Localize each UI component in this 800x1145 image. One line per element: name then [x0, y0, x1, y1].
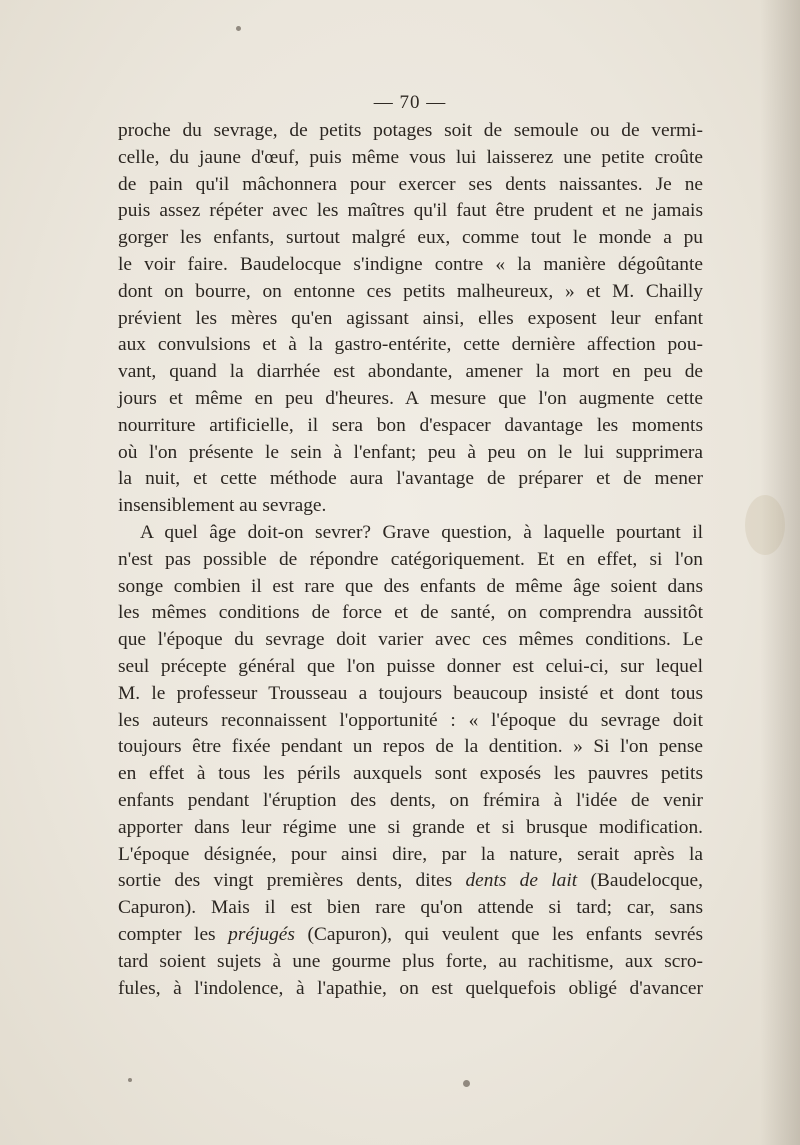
text-line: M. le professeur Trousseau a toujours beaucoup insisté et dont tous	[118, 682, 703, 704]
text-line: en effet à tous les périls auxquels sont exposés les pauvres petits	[118, 763, 703, 785]
italic-term: préjugés	[228, 923, 295, 945]
text-line: L'époque désignée, pour ainsi dire, par la nature, serait après la	[118, 843, 703, 865]
text-line: insensiblement au sevrage.	[118, 495, 327, 517]
text-line: apporter dans leur régime une si grande et si brusque modification.	[118, 816, 703, 838]
text-line-with-italic	[118, 922, 703, 949]
text-line: seul précepte général que l'on puisse donner est celui-ci, sur lequel	[118, 655, 703, 677]
text-segment: (Baudelocque,	[590, 870, 703, 892]
page-edge-shadow	[760, 0, 800, 1145]
text-line: la nuit, et cette méthode aura l'avantage de préparer et de mener	[118, 468, 703, 490]
ink-speck	[463, 1080, 470, 1087]
text-segment: compter les	[118, 923, 216, 945]
text-line: de pain qu'il mâchonnera pour exercer ses dents naissantes. Je ne	[118, 173, 703, 195]
text-line: fules, à l'indolence, à l'apathie, on est quelquefois obligé d'avancer	[118, 977, 703, 999]
ink-speck	[236, 26, 241, 31]
text-line: jours et même en peu d'heures. A mesure que l'on augmente cette	[118, 387, 703, 409]
text-line: n'est pas possible de répondre catégoriquement. Et en effet, si l'on	[118, 548, 703, 570]
text-line: songe combien il est rare que des enfants de même âge soient dans	[118, 575, 703, 597]
text-line: Capuron). Mais il est bien rare qu'on attende si tard; car, sans	[118, 897, 703, 919]
text-line: enfants pendant l'éruption des dents, on frémira à l'idée de venir	[118, 789, 703, 811]
text-line: proche du sevrage, de petits potages soit de semoule ou de vermi-	[118, 120, 703, 141]
text-line-with-italic	[118, 868, 703, 895]
body-text	[118, 118, 703, 1002]
ink-speck	[128, 1078, 132, 1082]
text-segment: (Capuron), qui veulent que les enfants sevrés	[307, 923, 703, 945]
text-line: prévient les mères qu'en agissant ainsi, elles exposent leur enfant	[118, 307, 703, 329]
text-line: celle, du jaune d'œuf, puis même vous lui laisserez une petite croûte	[118, 146, 703, 168]
italic-term: dents de lait	[465, 870, 578, 892]
text-line: où l'on présente le sein à l'enfant; peu à peu on le lui supprimera	[118, 441, 703, 463]
text-line: le voir faire. Baudelocque s'indigne contre « la manière dégoûtante	[118, 253, 703, 275]
text-segment: sortie des vingt premières dents, dites	[118, 870, 453, 892]
paper-stain	[745, 495, 785, 555]
text-line: A quel âge doit-on sevrer? Grave question, à laquelle pourtant il	[140, 521, 703, 543]
text-line: aux convulsions et à la gastro-entérite, cette dernière affection pou-	[118, 334, 703, 356]
text-line: dont on bourre, on entonne ces petits malheureux, » et M. Chailly	[118, 280, 703, 302]
text-line: toujours être fixée pendant un repos de la dentition. » Si l'on pense	[118, 736, 703, 758]
text-line: nourriture artificielle, il sera bon d'espacer davantage les moments	[118, 414, 703, 436]
text-line: les auteurs reconnaissent l'opportunité : « l'époque du sevrage doit	[118, 709, 703, 731]
text-line: gorger les enfants, surtout malgré eux, comme tout le monde a pu	[118, 227, 703, 249]
page-number: — 70 —	[373, 92, 447, 113]
text-line: que l'époque du sevrage doit varier avec ces mêmes conditions. Le	[118, 629, 703, 651]
text-line: les mêmes conditions de force et de santé, on comprendra aussitôt	[118, 602, 703, 624]
text-line: vant, quand la diarrhée est abondante, amener la mort en peu de	[118, 361, 703, 383]
text-line: tard soient sujets à une gourme plus forte, au rachitisme, aux scro-	[118, 950, 703, 972]
text-line: puis assez répéter avec les maîtres qu'il faut être prudent et ne jamais	[118, 200, 703, 222]
